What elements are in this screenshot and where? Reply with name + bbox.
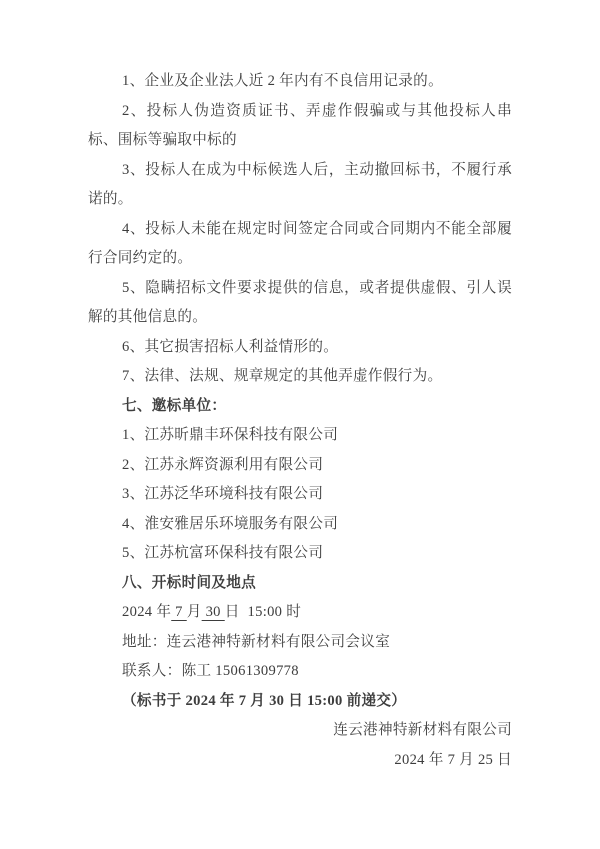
invited-company-5: 5、江苏杭富环保科技有限公司 bbox=[122, 545, 324, 561]
invited-company-4: 4、淮安雅居乐环境服务有限公司 bbox=[122, 515, 339, 532]
submission-deadline-note: （标书于 2024 年 7 月 30 日 15:00 前递交） bbox=[122, 692, 407, 709]
opening-datetime-line bbox=[88, 598, 512, 628]
open-date-month-label: 月 bbox=[186, 604, 202, 620]
signature-company: 连云港神特新材料有限公司 bbox=[333, 722, 512, 738]
clause-item-6: 6、其它损害招标人利益情形的。 bbox=[122, 338, 339, 355]
open-date-time-suffix: 日 15:00 时 bbox=[224, 604, 302, 620]
address-line: 地址：连云港神特新材料有限公司会议室 bbox=[122, 633, 391, 650]
open-date-year: 2024 年 bbox=[122, 604, 172, 620]
open-date-day-underlined: 30 bbox=[201, 604, 225, 620]
invited-company-2: 2、江苏永辉资源利用有限公司 bbox=[122, 456, 324, 473]
invited-company-1: 1、江苏昕鼎丰环保科技有限公司 bbox=[122, 427, 339, 443]
document-body bbox=[88, 67, 512, 775]
section-heading-invited-units: 七、邀标单位： bbox=[122, 397, 227, 414]
clause-item-7: 7、法律、法规、规章规定的其他弄虚作假行为。 bbox=[122, 368, 443, 384]
clause-item-5: 5、隐瞒招标文件要求提供的信息，或者提供虚假、引人误解的其他信息的。 bbox=[88, 279, 512, 325]
clause-item-4: 4、投标人未能在规定时间签定合同或合同期内不能全部履行合同约定的。 bbox=[88, 220, 512, 266]
section-heading-opening-time: 八、开标时间及地点 bbox=[122, 574, 257, 591]
invited-company-3: 3、江苏泛华环境科技有限公司 bbox=[122, 486, 324, 502]
clause-item-1: 1、企业及企业法人近 2 年内有不良信用记录的。 bbox=[122, 73, 443, 89]
open-date-month-underlined: 7 bbox=[171, 604, 187, 620]
contact-line: 联系人：陈工 15061309778 bbox=[122, 663, 299, 679]
clause-item-3: 3、投标人在成为中标候选人后，主动撤回标书，不履行承诺的。 bbox=[88, 161, 512, 207]
signature-date: 2024 年 7 月 25 日 bbox=[394, 751, 512, 768]
clause-item-2: 2、投标人伪造资质证书、弄虚作假骗或与其他投标人串标、围标等骗取中标的 bbox=[88, 102, 512, 148]
